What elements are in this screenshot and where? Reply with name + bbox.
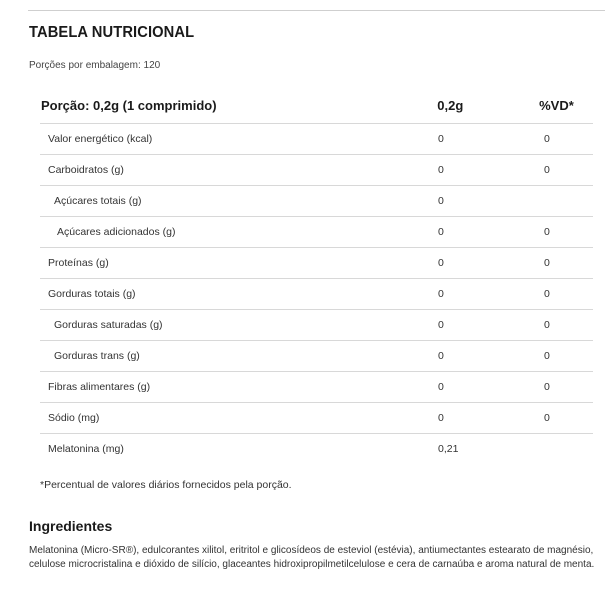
row-amount: 0 bbox=[438, 350, 444, 362]
table-row bbox=[40, 217, 593, 248]
ingredients-title: Ingredientes bbox=[29, 518, 113, 534]
row-label: Açúcares totais (g) bbox=[54, 195, 142, 207]
row-vd: 0 bbox=[544, 381, 550, 393]
table-row bbox=[40, 434, 593, 464]
table-row bbox=[40, 372, 593, 403]
row-amount: 0 bbox=[438, 133, 444, 145]
header-amount: 0,2g bbox=[437, 98, 464, 113]
row-vd: 0 bbox=[544, 164, 550, 176]
row-vd: 0 bbox=[544, 350, 550, 362]
row-label: Gorduras saturadas (g) bbox=[54, 319, 163, 331]
table-row bbox=[40, 279, 593, 310]
row-label: Sódio (mg) bbox=[48, 412, 100, 424]
row-amount: 0,21 bbox=[438, 443, 459, 455]
row-label: Fibras alimentares (g) bbox=[48, 381, 151, 393]
row-vd: 0 bbox=[544, 319, 550, 331]
row-vd: 0 bbox=[544, 288, 550, 300]
row-amount: 0 bbox=[438, 412, 444, 424]
top-divider bbox=[28, 10, 605, 11]
nutrition-table bbox=[40, 88, 593, 464]
table-row bbox=[40, 186, 593, 217]
table-header bbox=[40, 88, 593, 124]
row-amount: 0 bbox=[438, 319, 444, 331]
row-amount: 0 bbox=[438, 381, 444, 393]
header-portion: Porção: 0,2g (1 comprimido) bbox=[41, 98, 217, 113]
table-row bbox=[40, 341, 593, 372]
table-row bbox=[40, 155, 593, 186]
row-amount: 0 bbox=[438, 226, 444, 238]
row-amount: 0 bbox=[438, 164, 444, 176]
table-row bbox=[40, 124, 593, 155]
page-title: TABELA NUTRICIONAL bbox=[29, 24, 195, 41]
row-vd: 0 bbox=[544, 226, 550, 238]
row-vd: 0 bbox=[544, 133, 550, 145]
row-amount: 0 bbox=[438, 257, 444, 269]
row-label: Carboidratos (g) bbox=[48, 164, 124, 176]
row-vd: 0 bbox=[544, 412, 550, 424]
row-amount: 0 bbox=[438, 195, 444, 207]
header-vd: %VD* bbox=[539, 98, 574, 113]
row-label: Proteínas (g) bbox=[48, 257, 109, 269]
row-label: Valor energético (kcal) bbox=[48, 133, 153, 145]
table-row bbox=[40, 310, 593, 341]
row-label: Gorduras trans (g) bbox=[54, 350, 140, 362]
row-label: Gorduras totais (g) bbox=[48, 288, 136, 300]
table-row bbox=[40, 403, 593, 434]
row-amount: 0 bbox=[438, 288, 444, 300]
ingredients-text: Melatonina (Micro-SR®), edulcorantes xilitol, eritritol e glicosídeos de esteviol (estévia), antiumectantes estearato de magnésio, celulose microcristalina e dióxido de silício, glaceantes hidroxipropilmetilcelulose e cera de carnaúba e aroma natural de menta. bbox=[29, 545, 595, 570]
servings-per-package: Porções por embalagem: 120 bbox=[29, 60, 161, 71]
row-vd: 0 bbox=[544, 257, 550, 269]
row-label: Açúcares adicionados (g) bbox=[57, 226, 176, 238]
row-label: Melatonina (mg) bbox=[48, 443, 124, 455]
table-row bbox=[40, 248, 593, 279]
footnote: *Percentual de valores diários fornecidos pela porção. bbox=[40, 479, 292, 491]
